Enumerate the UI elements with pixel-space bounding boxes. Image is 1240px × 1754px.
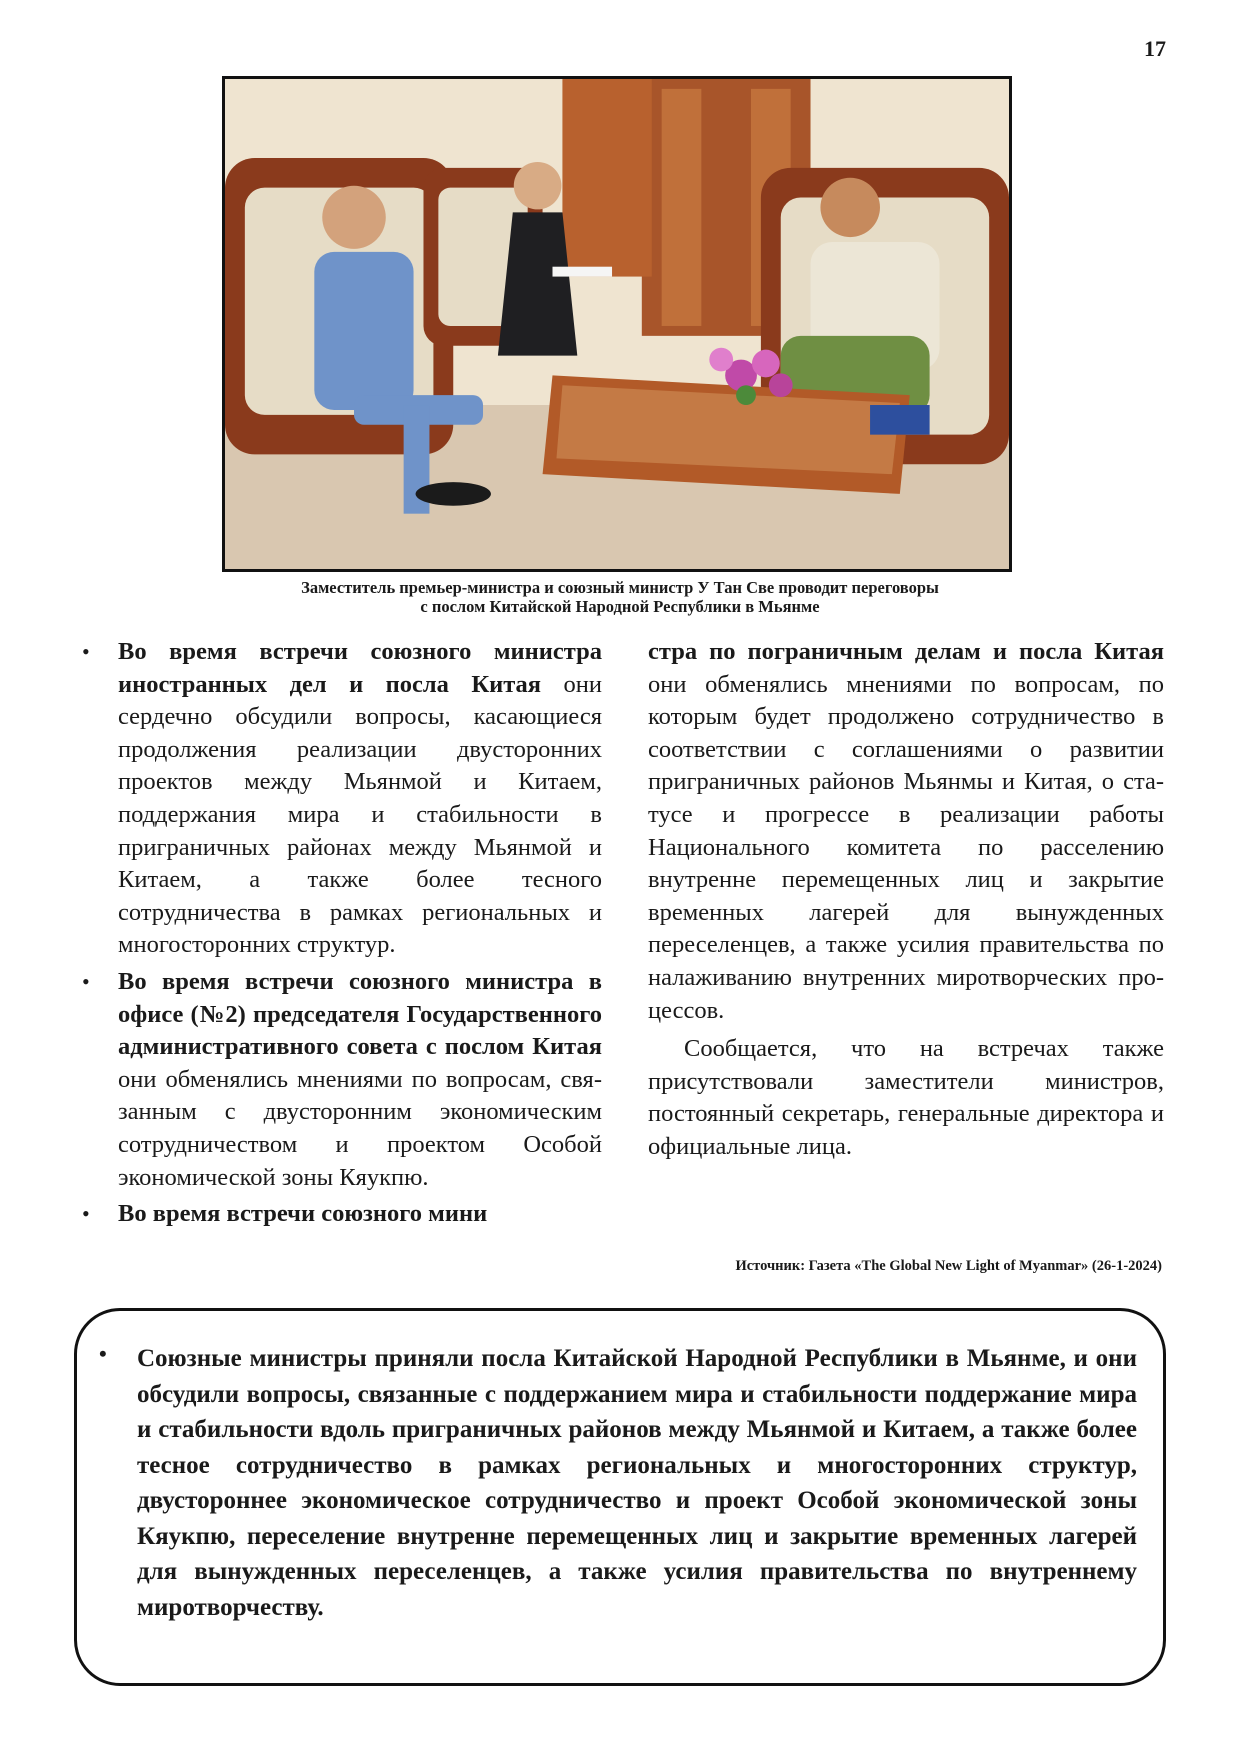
bullet-3-text: они обменялись мнениями по вопросам, по которым будет продолжено сотрудничество в соответствии с соглашениями о развитии приграничных районов Мьянмы и Китая, о статусе и прогрессе в реализации работы Национального комитета по расселению внутренне перемещенных лиц и закрытие временных лагерей для вынужденных переселенцев, а также усилия правительства по налаживанию внутренних миротворческих процессов. — [648, 670, 1164, 1024]
page-number: 17 — [1144, 36, 1166, 61]
meeting-photo — [222, 76, 1012, 572]
bullet-1-text: они сердечно обсудили вопросы, касающиеся продолжения реализации двусторонних проектов между Мьянмой и Китаем, поддержания мира и стабильности в приграничных районах между Мьянмой и Китаем, а также более тесного сотрудничества в рамках региональных и многосторонних структур. — [118, 670, 602, 959]
bullet-3-lead-end: стра по пограничным делам и посла Китая — [648, 638, 1164, 665]
meeting-photo-illustration — [225, 79, 1009, 569]
caption-line-1: Заместитель премьер-министра и союзный министр У Тан Све проводит переговоры — [301, 578, 939, 597]
bullet-item — [82, 636, 602, 962]
bullet-2-text: они обменялись мнениями по вопросам, связанным с двусторонним экономическим сотрудничеством и проектом Особой экономической зоны Кяукпю. — [118, 1065, 602, 1191]
bullet-item — [82, 966, 602, 1194]
bullet-marker: • — [82, 639, 90, 664]
summary-box — [74, 1308, 1166, 1686]
bullet-1-lead: Во время встречи союзного министра иностранных дел и посла Китая — [118, 638, 602, 698]
left-column — [82, 636, 602, 1235]
closing-paragraph: Сообщается, что на встречах также присутствовали заместители министров, постоянный секретарь, генеральные директора и официальные лица. — [648, 1035, 1164, 1160]
caption-line-2: с послом Китайской Народной Республики в Мьянме — [420, 597, 820, 616]
bullet-marker: • — [82, 1201, 90, 1227]
bullet-item — [82, 1198, 602, 1231]
right-column — [648, 636, 1164, 1164]
source-note: Источник: Газета «The Global New Light of Myanmar» (26-1-2024) — [735, 1258, 1162, 1274]
bullet-marker: • — [82, 968, 90, 994]
bullet-marker: • — [99, 1341, 107, 1366]
summary-text: Союзные министры приняли посла Китайской Народной Республики в Мьянме, и они обсудили вопросы, связанные с поддержанием мира и стабильности поддержание мира и стабильности вдоль приграничных районов между Мьянмой и Китаем, а также более тесное сотрудничество в рамках региональных и многосторонних структур, двустороннее экономическое сотрудничество и проект Особой экономической зоны Кяукпю, переселение внутренне перемещенных лиц и закрытие временных лагерей для вынужденных переселенцев, а также усилия правительства по внутреннему миротворчеству. — [137, 1345, 1137, 1621]
photo-caption — [160, 578, 1080, 616]
bullet-2-lead: Во время встречи союзного министра в офисе (№2) председателя Государственного административного совета с послом Китая — [118, 967, 602, 1061]
bullet-3-lead-start: Во время встречи союзного мини — [118, 1200, 488, 1228]
